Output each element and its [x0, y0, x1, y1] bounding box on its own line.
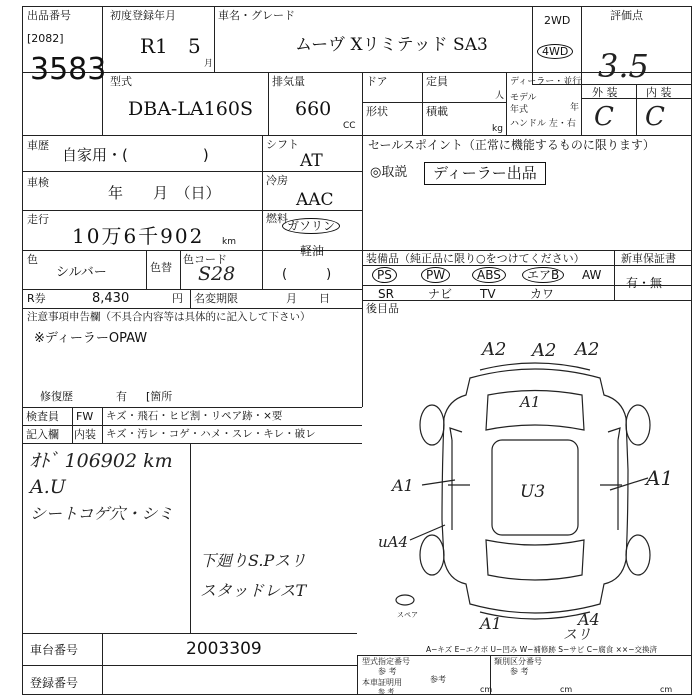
- desig-label: 型式指定番号: [362, 657, 410, 666]
- desig-cm1: cm: [480, 685, 493, 694]
- entry-naisou-text: キズ・汚レ・コゲ・ハメ・スレ・キレ・破レ: [106, 428, 316, 440]
- inspection-label: 車検: [27, 176, 49, 189]
- reg-label: 初度登録年月: [110, 9, 176, 22]
- dmg-a2-1: A2: [482, 339, 507, 360]
- load-label: 積載: [426, 105, 448, 118]
- dmg-a2-2: A2: [532, 340, 557, 361]
- class-ref: 参 考: [510, 667, 529, 676]
- color-code: S28: [198, 263, 236, 285]
- reg-era: R1: [140, 34, 168, 58]
- equip-pw: PW: [421, 267, 450, 283]
- model-label: 型式: [110, 75, 132, 88]
- handwritten-seat: シートコゲ穴・シミ: [30, 504, 174, 523]
- handwritten-odo: ｵﾄﾞ 106902 km: [30, 450, 173, 472]
- inspector-fw: FW: [76, 410, 94, 423]
- shift-label: シフト: [266, 138, 299, 151]
- fuel-diesel: 軽油: [300, 244, 325, 258]
- equip-label: 装備品（純正品に限り○をつけてください）: [366, 252, 585, 265]
- grade-label: 評価点: [610, 9, 643, 22]
- fuel-paren: ( ): [282, 267, 332, 282]
- shape-label: 形状: [366, 105, 388, 118]
- desig-ref1: 参 考: [378, 667, 397, 676]
- shift-value: AT: [300, 151, 323, 171]
- regnum-label: 登録番号: [30, 676, 79, 690]
- repair-label: 修復歴: [40, 390, 73, 403]
- dmg-a2-3: A2: [575, 339, 600, 360]
- color-label: 色: [27, 253, 38, 266]
- entry-naisou: 内装: [74, 428, 96, 441]
- sales-label: セールスポイント（正常に機能するものに限ります）: [368, 138, 655, 152]
- grade-ext: C: [594, 102, 614, 132]
- inspector-label: 検査員: [26, 410, 59, 423]
- dmg-ua4: uA4: [378, 533, 409, 551]
- capacity-label: 定員: [426, 75, 448, 88]
- mileage-label: 走行: [27, 213, 49, 226]
- dealer-line3: 年式: [510, 105, 529, 115]
- lot-label: 出品番号: [27, 9, 71, 22]
- desig-cm3: cm: [660, 685, 673, 694]
- model-value: DBA-LA160S: [128, 98, 253, 120]
- dmg-a1-left: A1: [392, 476, 414, 495]
- meigi-label: 名変期限: [194, 292, 238, 305]
- notes-label: 注意事項申告欄（不具合内容等は具体的に記入して下さい）: [27, 311, 311, 323]
- dmg-a1-right: A1: [646, 466, 674, 490]
- color-value: シルバー: [56, 265, 107, 280]
- ac-value: AAC: [296, 190, 334, 210]
- recycle-value: 8,430: [92, 291, 130, 306]
- equip-leather: カワ: [530, 287, 555, 301]
- spare-label: スペア: [397, 611, 418, 619]
- grade-ext-label: 外 装: [592, 86, 618, 99]
- class-label: 類別区分番号: [494, 657, 542, 666]
- notes-item: ※ディーラーOPAW: [34, 331, 148, 346]
- desig-cm2: cm: [560, 685, 573, 694]
- inspection-value: 年 月 （日）: [108, 184, 221, 202]
- equip-aw: AW: [582, 268, 602, 282]
- mileage-unit: km: [222, 237, 236, 247]
- lot-sub: [2082]: [27, 32, 64, 45]
- mileage-value: 10万6千902: [72, 224, 205, 248]
- car-name: ムーヴ Xリミテッド SA3: [295, 35, 488, 55]
- handwritten-studless: スタッドレスT: [200, 581, 307, 600]
- fuel-label: 燃料: [266, 212, 288, 225]
- recycle-unit: 円: [172, 292, 183, 305]
- desig-ref3: 参考: [430, 675, 446, 684]
- reg-month: 5: [188, 34, 201, 58]
- dealer-line3-unit: 年: [570, 103, 580, 113]
- displacement-unit: CC: [343, 121, 356, 131]
- chassis-label: 車台番号: [30, 643, 79, 657]
- capacity-unit: 人: [495, 91, 505, 101]
- car-label: 車名・グレード: [218, 9, 295, 22]
- equip-sr: SR: [378, 287, 394, 301]
- door-label: ドア: [366, 75, 388, 88]
- warranty-label: 新車保証書: [621, 252, 676, 265]
- dealer-line4: ハンドル 左・右: [510, 119, 576, 129]
- history-value: 自家用・( ): [62, 146, 209, 164]
- sales-dealer-car: ディーラー出品: [424, 162, 546, 185]
- displacement-value: 660: [295, 98, 332, 120]
- sales-torisetsu: ◎取説: [370, 165, 408, 180]
- displacement-label: 排気量: [272, 75, 305, 88]
- recycle-label: R券: [27, 292, 46, 305]
- entry-label: 記入欄: [26, 428, 59, 441]
- drive-4wd: 4WD: [537, 44, 573, 59]
- equip-ps: PS: [372, 267, 397, 283]
- desig-cert: 本車証明用: [362, 678, 402, 687]
- meigi-value: 月 日: [286, 292, 330, 305]
- grade-value: 3.5: [598, 47, 649, 85]
- handwritten-au: A.U: [30, 476, 66, 498]
- color-change-label: 色替: [150, 261, 172, 274]
- equip-tv: TV: [480, 287, 496, 301]
- repair-value: 有: [116, 390, 127, 403]
- dmg-a1-top: A1: [520, 393, 541, 411]
- dmg-a1-bl: A1: [480, 614, 502, 633]
- fuel-gasoline: ガソリン: [282, 218, 340, 234]
- dmg-a4-br: A4: [578, 610, 600, 629]
- history-label: 車歴: [27, 139, 49, 152]
- ac-label: 冷房: [266, 174, 288, 187]
- load-unit: kg: [492, 124, 503, 134]
- grade-int-label: 内 装: [646, 86, 672, 99]
- equip-abs: ABS: [472, 267, 506, 283]
- damage-legend: A−キズ E−エクボ U−凹み W−補修跡 S−サビ C−腐食 ××−交換済: [426, 645, 657, 654]
- handwritten-under: 下廻りS.Pスリ: [200, 551, 307, 570]
- repair-location: [箇所: [146, 390, 173, 403]
- dealer-line1: ディーラー・並行: [510, 77, 582, 87]
- lot-number: 3583: [30, 52, 107, 87]
- chassis-value: 2003309: [186, 639, 262, 659]
- equip-airbag: エアB: [522, 267, 564, 283]
- warranty-value: 有・無: [626, 276, 663, 290]
- dealer-line2: モデル: [510, 93, 537, 103]
- inspector-fw-text: キズ・飛石・ヒビ割・リペア跡・×要: [106, 410, 283, 422]
- drive-2wd: 2WD: [544, 14, 571, 27]
- rear-seat-label: 後目品: [366, 302, 399, 315]
- dmg-suri: スリ: [563, 627, 591, 643]
- color-code-label: 色コード: [183, 253, 227, 266]
- dmg-u3: U3: [520, 482, 546, 502]
- desig-ref2: 参 考: [378, 688, 395, 696]
- equip-navi: ナビ: [428, 287, 453, 301]
- grade-int: C: [645, 102, 665, 132]
- reg-month-unit: 月: [204, 59, 214, 69]
